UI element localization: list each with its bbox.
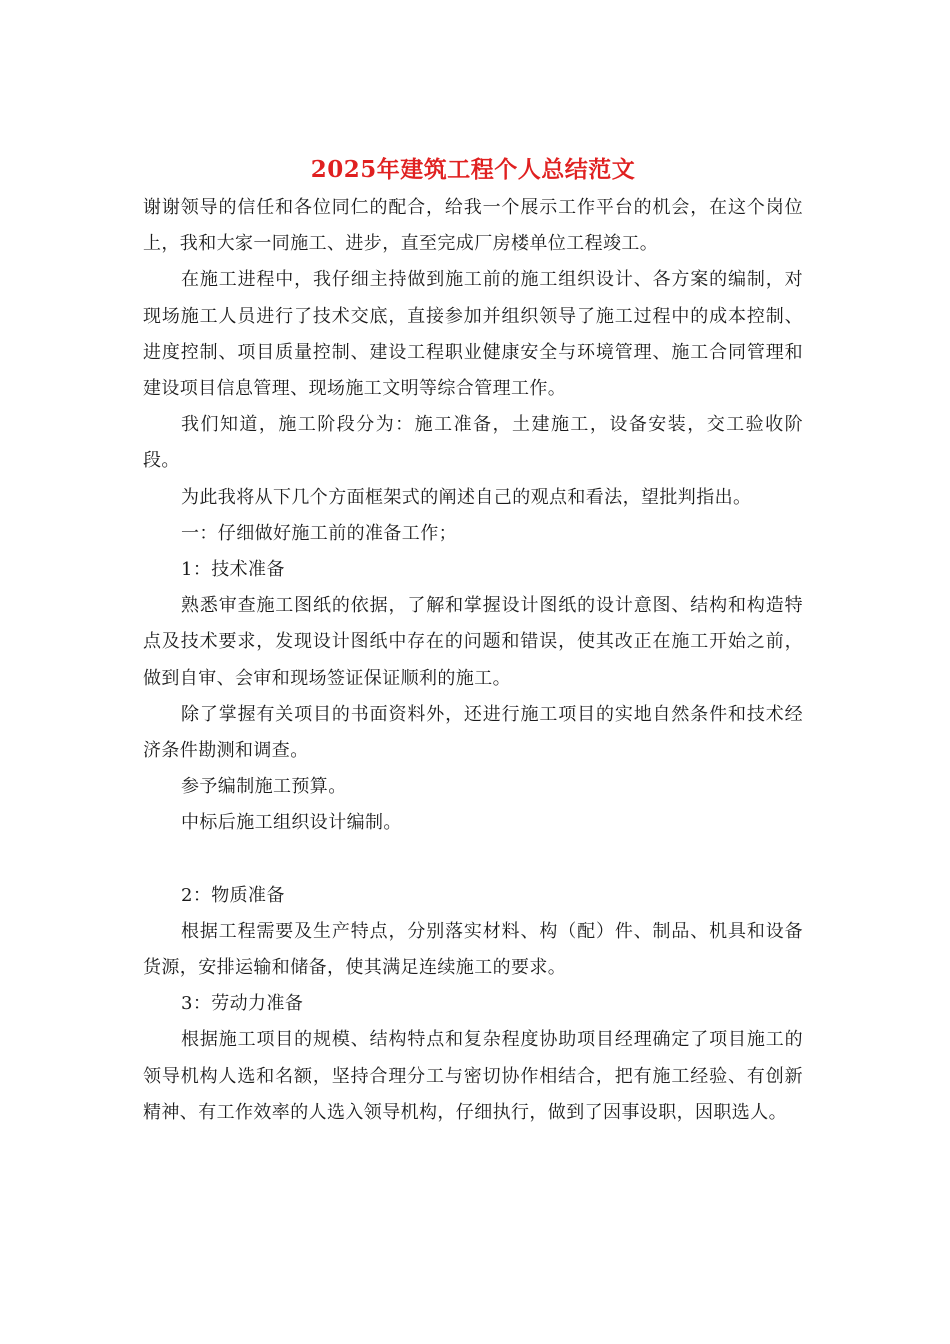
paragraph: 熟悉审查施工图纸的依据，了解和掌握设计图纸的设计意图、结构和构造特点及技术要求，发现设计图纸中存在的问题和错误，使其改正在施工开始之前，做到自审、会审和现场签证保证顺利的施工。 [143, 595, 803, 689]
paragraph: 我们知道，施工阶段分为：施工准备，土建施工，设备安装，交工验收阶段。 [143, 414, 803, 472]
paragraph: 根据施工项目的规模、结构特点和复杂程度协助项目经理确定了项目施工的领导机构人选和名额，坚持合理分工与密切协作相结合，把有施工经验、有创新精神、有工作效率的人选入领导机构，仔细执行，做到了因事设职，因职选人。 [143, 1029, 803, 1123]
subsection-heading: 3：劳动力准备 [181, 993, 304, 1015]
paragraph: 根据工程需要及生产特点，分别落实材料、构（配）件、制品、机具和设备货源，安排运输和储备，使其满足连续施工的要求。 [143, 920, 803, 979]
paragraph: 谢谢领导的信任和各位同仁的配合，给我一个展示工作平台的机会，在这个岗位上，我和大家一同施工、进步，直至完成厂房楼单位工程竣工。 [143, 197, 803, 255]
blank-line [143, 842, 803, 878]
document-page [143, 150, 803, 1131]
paragraph: 中标后施工组织设计编制。 [181, 812, 402, 834]
paragraph: 为此我将从下几个方面框架式的阐述自己的观点和看法，望批判指出。 [181, 486, 752, 508]
document-body [143, 190, 803, 1131]
paragraph: 参予编制施工预算。 [181, 776, 347, 798]
paragraph: 在施工进程中，我仔细主持做到施工前的施工组织设计、各方案的编制，对现场施工人员进行了技术交底，直接参加并组织领导了施工过程中的成本控制、进度控制、项目质量控制、建设工程职业健康安全与环境管理、施工合同管理和建设项目信息管理、现场施工文明等综合管理工作。 [143, 269, 803, 400]
document-title: 2025年建筑工程个人总结范文 [310, 156, 636, 183]
subsection-heading: 1：技术准备 [181, 559, 285, 581]
paragraph: 除了掌握有关项目的书面资料外，还进行施工项目的实地自然条件和技术经济条件勘测和调查。 [143, 703, 803, 762]
section-heading: 一：仔细做好施工前的准备工作； [181, 522, 457, 544]
subsection-heading: 2：物质准备 [181, 884, 285, 906]
